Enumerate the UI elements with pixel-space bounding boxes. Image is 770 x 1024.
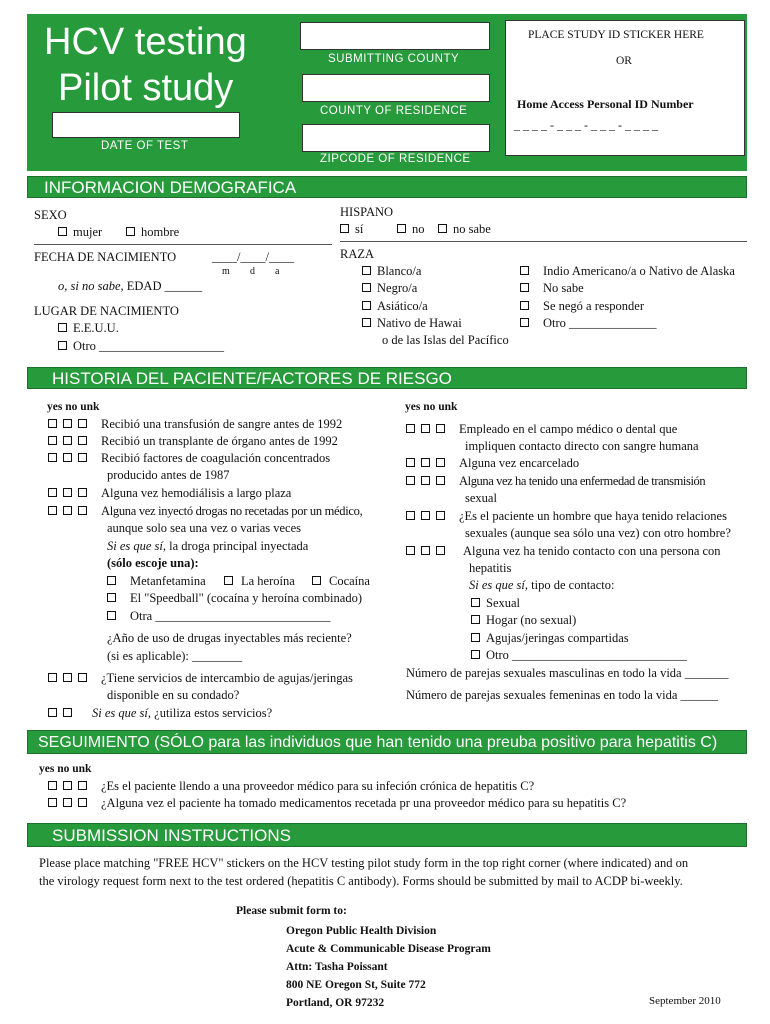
hispano-label: HISPANO	[340, 205, 394, 219]
address-line: Oregon Public Health Division	[286, 925, 437, 937]
checkbox-icon[interactable]	[58, 341, 67, 350]
checkbox-icon[interactable]	[436, 424, 445, 433]
option-label: Hogar (no sexual)	[486, 613, 577, 627]
droga-heroina-option[interactable]	[224, 573, 295, 589]
section-header-historia	[27, 367, 747, 389]
risk-label: ¿Es el paciente un hombre que haya tenido relaciones	[459, 509, 727, 523]
risk-label: Alguna vez ha tenido contacto con una persona con	[463, 544, 721, 558]
please-submit-label: Please submit form to:	[236, 905, 347, 917]
yes-no-unk-header: yes no unk	[47, 401, 100, 413]
risk-row-hsh[interactable]	[406, 508, 727, 524]
risk-label: Empleado en el campo médico o dental que	[459, 422, 678, 436]
section-header-submission	[27, 823, 747, 847]
risk-label-continued: sexuales (aunque sea sólo una vez) con otro hombre?	[465, 526, 731, 540]
checkbox-icon[interactable]	[63, 673, 72, 682]
checkbox-icon[interactable]	[48, 798, 57, 807]
checkbox-icon[interactable]	[471, 615, 480, 624]
lugar-eeuu-option[interactable]	[58, 320, 119, 336]
checkbox-icon[interactable]	[406, 546, 415, 555]
raza-option[interactable]	[362, 263, 421, 279]
parejas-femeninas-field[interactable]: Número de parejas sexuales femeninas en todo la vida ______	[406, 688, 719, 702]
home-access-id-blanks[interactable]: _ _ _ _ - _ _ _ - _ _ _ - _ _ _ _	[514, 118, 658, 132]
risk-label: ¿Tiene servicios de intercambio de agujas/jeringas	[101, 671, 353, 685]
checkbox-icon[interactable]	[406, 476, 415, 485]
option-label: no	[412, 222, 425, 236]
checkbox-icon[interactable]	[48, 436, 57, 445]
prompt-text: la droga principal inyectada	[169, 539, 309, 553]
edad-prefix: o, si no sabe,	[58, 279, 124, 293]
checkbox-icon[interactable]	[107, 593, 116, 602]
section-header-demografica	[27, 176, 747, 198]
date-of-test-label: DATE OF TEST	[101, 140, 189, 152]
question-label: ¿Es el paciente llendo a una proveedor médico para su infeción crónica de hepatitis C?	[101, 779, 535, 793]
fecha-nacimiento-label: FECHA DE NACIMIENTO	[34, 250, 177, 264]
risk-row-transplante[interactable]	[48, 433, 338, 449]
raza-option[interactable]	[362, 298, 428, 314]
conditional-prefix: Si es que sí,	[469, 578, 529, 592]
divider	[34, 244, 332, 245]
hispano-no-option[interactable]	[397, 221, 425, 237]
checkbox-icon[interactable]	[406, 511, 415, 520]
tipo-contacto-option[interactable]	[471, 647, 687, 663]
submitting-county-field[interactable]	[300, 22, 490, 50]
checkbox-icon[interactable]	[436, 511, 445, 520]
solo-escoje-una: (sólo escoje una):	[107, 556, 199, 570]
droga-principal-prompt	[107, 538, 308, 554]
option-label: Metanfetamina	[130, 574, 206, 588]
checkbox-icon[interactable]	[63, 798, 72, 807]
date-of-test-field[interactable]	[52, 112, 240, 138]
raza-label: RAZA	[340, 247, 375, 261]
option-label: No sabe	[543, 281, 584, 295]
risk-row-empleado[interactable]	[406, 421, 677, 437]
lugar-otro-option[interactable]	[58, 338, 224, 354]
option-label: Otro ____________________	[73, 339, 225, 353]
checkbox-icon[interactable]	[107, 611, 116, 620]
checkbox-icon[interactable]	[438, 224, 447, 233]
fecha-nacimiento-field[interactable]: ____/____/____	[212, 250, 294, 264]
checkbox-icon[interactable]	[58, 227, 67, 236]
day-hint: d	[250, 266, 255, 277]
divider	[340, 241, 747, 242]
submission-paragraph-line2: the virology request form next to the test ordered (hepatitis C antibody). Forms should be submitted by mail to ACDP bi-weekly.	[39, 874, 683, 888]
option-label: Asiático/a	[377, 299, 428, 313]
risk-row-coagulacion[interactable]	[48, 450, 330, 466]
home-access-label: Home Access Personal ID Number	[517, 97, 694, 111]
raza-option[interactable]	[520, 315, 657, 331]
risk-label-continued: hepatitis	[469, 561, 512, 575]
droga-metanfetamina-option[interactable]	[107, 573, 206, 589]
form-date: September 2010	[649, 995, 721, 1007]
checkbox-icon[interactable]	[48, 419, 57, 428]
checkbox-icon[interactable]	[78, 798, 87, 807]
checkbox-icon[interactable]	[406, 458, 415, 467]
checkbox-icon[interactable]	[63, 506, 72, 515]
lugar-nacimiento-label: LUGAR DE NACIMIENTO	[34, 304, 179, 318]
option-label: Blanco/a	[377, 264, 422, 278]
checkbox-icon[interactable]	[48, 453, 57, 462]
risk-row-hemodialisis[interactable]	[48, 485, 291, 501]
checkbox-icon[interactable]	[48, 781, 57, 790]
droga-speedball-option[interactable]	[107, 590, 362, 606]
edad-row[interactable]	[58, 278, 202, 294]
month-hint: m	[222, 266, 230, 277]
prompt-text: tipo de contacto:	[531, 578, 615, 592]
option-label: Indio Americano/a o Nativo de Alaska	[543, 264, 735, 278]
address-line: Attn: Tasha Poissant	[286, 961, 388, 973]
risk-label: Alguna vez hemodiálisis a largo plaza	[101, 486, 292, 500]
option-label: Sexual	[486, 596, 521, 610]
section-title: SUBMISSION INSTRUCTIONS	[52, 826, 291, 845]
conditional-prefix: Si es que sí,	[107, 539, 167, 553]
address-line: 800 NE Oregon St, Suite 772	[286, 979, 426, 991]
checkbox-icon[interactable]	[63, 453, 72, 462]
checkbox-icon[interactable]	[436, 546, 445, 555]
raza-option[interactable]	[520, 263, 735, 279]
option-label: Nativo de Hawai	[377, 316, 462, 330]
option-label: Se negó a responder	[543, 299, 645, 313]
risk-label: Recibió factores de coagulación concentrados	[101, 451, 331, 465]
checkbox-icon[interactable]	[48, 673, 57, 682]
checkbox-icon[interactable]	[520, 318, 529, 327]
submission-paragraph-line1: Please place matching "FREE HCV" stickers on the HCV testing pilot study form in the top right corner (where indicated) and on	[39, 856, 689, 870]
checkbox-icon[interactable]	[312, 576, 321, 585]
checkbox-icon[interactable]	[126, 227, 135, 236]
checkbox-icon[interactable]	[340, 224, 349, 233]
checkbox-icon[interactable]	[63, 708, 72, 717]
sexo-mujer-option[interactable]	[58, 224, 102, 240]
tipo-contacto-option[interactable]	[471, 595, 520, 611]
checkbox-icon[interactable]	[63, 781, 72, 790]
option-label: hombre	[141, 225, 180, 239]
option-label: no sabe	[453, 222, 491, 236]
option-label: Agujas/jeringas compartidas	[486, 631, 629, 645]
droga-otra-option[interactable]	[107, 608, 330, 624]
question-label: ¿Alguna vez el paciente ha tomado medicamentos recetada pr una proveedor médico para su hepatitis C?	[101, 796, 627, 810]
sexo-label: SEXO	[34, 208, 67, 222]
checkbox-icon[interactable]	[63, 488, 72, 497]
checkbox-icon[interactable]	[78, 419, 87, 428]
risk-label: Alguna vez inyectó drogas no recetadas por un médico,	[101, 504, 363, 518]
risk-label: Alguna vez encarcelado	[459, 456, 580, 470]
section-header-seguimiento	[27, 730, 747, 754]
risk-label-continued: disponible en su condado?	[107, 688, 240, 702]
checkbox-icon[interactable]	[471, 633, 480, 642]
checkbox-icon[interactable]	[78, 488, 87, 497]
address-line: Portland, OR 97232	[286, 997, 385, 1009]
checkbox-icon[interactable]	[78, 781, 87, 790]
hispano-si-option[interactable]	[340, 221, 363, 237]
checkbox-icon[interactable]	[63, 436, 72, 445]
checkbox-icon[interactable]	[397, 224, 406, 233]
checkbox-icon[interactable]	[48, 488, 57, 497]
year-hint: a	[275, 266, 280, 277]
ano-uso-field[interactable]: (si es aplicable): ________	[107, 649, 243, 663]
option-label: Negro/a	[377, 281, 418, 295]
option-label: Cocaína	[329, 574, 370, 588]
risk-label: Recibió un transplante de órgano antes de 1992	[101, 434, 338, 448]
checkbox-icon[interactable]	[421, 458, 430, 467]
risk-row-utiliza[interactable]	[48, 705, 272, 721]
checkbox-icon[interactable]	[406, 424, 415, 433]
zipcode-of-residence-field[interactable]	[302, 124, 490, 152]
raza-option-continued: o de las Islas del Pacífico	[382, 333, 509, 347]
study-id-sticker-area[interactable]	[505, 20, 745, 156]
yes-no-unk-header: yes no unk	[405, 401, 458, 413]
risk-label-continued: impliquen contacto directo con sangre humana	[465, 439, 699, 453]
raza-option[interactable]	[520, 298, 644, 314]
checkbox-icon[interactable]	[48, 506, 57, 515]
checkbox-icon[interactable]	[421, 511, 430, 520]
option-label: Otra ____________________________	[130, 609, 331, 623]
raza-option[interactable]	[362, 280, 417, 296]
risk-label-continued: aunque solo sea una vez o varias veces	[107, 521, 302, 535]
checkbox-icon[interactable]	[63, 419, 72, 428]
risk-label-continued: producido antes de 1987	[107, 468, 230, 482]
checkbox-icon[interactable]	[362, 283, 371, 292]
form-title-line2: Pilot study	[58, 67, 234, 109]
checkbox-icon[interactable]	[78, 673, 87, 682]
section-title: INFORMACION DEMOGRAFICA	[44, 178, 297, 197]
checkbox-icon[interactable]	[520, 283, 529, 292]
option-label: El "Speedball" (cocaína y heroína combinado)	[130, 591, 362, 605]
checkbox-icon[interactable]	[362, 318, 371, 327]
checkbox-icon[interactable]	[107, 576, 116, 585]
section-title: HISTORIA DEL PACIENTE/FACTORES DE RIESGO	[52, 369, 452, 388]
ano-uso-prompt: ¿Año de uso de drugas inyectables más reciente?	[107, 631, 352, 645]
droga-cocaina-option[interactable]	[312, 573, 370, 589]
risk-label-continued: sexual	[465, 491, 497, 505]
checkbox-icon[interactable]	[520, 266, 529, 275]
option-label: sí	[355, 222, 364, 236]
risk-label: Alguna vez ha tenido una enfermedad de transmisión	[459, 474, 706, 488]
yes-no-unk-header: yes no unk	[39, 763, 92, 775]
checkbox-icon[interactable]	[520, 301, 529, 310]
followup-row-medicamentos[interactable]	[48, 795, 626, 811]
risk-row-intercambio[interactable]	[48, 670, 353, 686]
checkbox-icon[interactable]	[58, 323, 67, 332]
sticker-instruction: PLACE STUDY ID STICKER HERE	[528, 29, 704, 41]
raza-option[interactable]	[362, 315, 462, 331]
risk-row-encarcelado[interactable]	[406, 455, 579, 471]
form-title-line1: HCV testing	[44, 21, 247, 63]
checkbox-icon[interactable]	[78, 506, 87, 515]
edad-field[interactable]: EDAD ______	[126, 279, 203, 293]
risk-label: Recibió una transfusión de sangre antes de 1992	[101, 417, 343, 431]
checkbox-icon[interactable]	[421, 546, 430, 555]
parejas-masculinas-field[interactable]: Número de parejas sexuales masculinas en todo la vida _______	[406, 666, 729, 680]
checkbox-icon[interactable]	[362, 301, 371, 310]
sexo-hombre-option[interactable]	[126, 224, 179, 240]
conditional-prefix: Si es que sí,	[92, 706, 152, 720]
risk-row-transfusion[interactable]	[48, 416, 342, 432]
tipo-contacto-prompt	[469, 577, 614, 593]
county-of-residence-field[interactable]	[302, 74, 490, 102]
checkbox-icon[interactable]	[436, 458, 445, 467]
address-line: Acute & Communicable Disease Program	[286, 943, 491, 955]
option-label: mujer	[73, 225, 103, 239]
zipcode-of-residence-label: ZIPCODE OF RESIDENCE	[320, 153, 471, 165]
checkbox-icon[interactable]	[224, 576, 233, 585]
risk-row-ets[interactable]	[406, 473, 705, 489]
checkbox-icon[interactable]	[421, 476, 430, 485]
option-label: La heroína	[241, 574, 295, 588]
county-of-residence-label: COUNTY OF RESIDENCE	[320, 105, 468, 117]
raza-option[interactable]	[520, 280, 584, 296]
sticker-or: OR	[616, 55, 632, 67]
checkbox-icon[interactable]	[471, 598, 480, 607]
section-title: SEGUIMIENTO (SÓLO para las individuos que han tenido una preuba positivo para hepatitis C)	[38, 734, 718, 751]
checkbox-icon[interactable]	[421, 424, 430, 433]
checkbox-icon[interactable]	[48, 708, 57, 717]
checkbox-icon[interactable]	[78, 436, 87, 445]
tipo-contacto-option[interactable]	[471, 630, 629, 646]
risk-label: ¿utiliza estos servicios?	[154, 706, 273, 720]
checkbox-icon[interactable]	[436, 476, 445, 485]
hispano-no-sabe-option[interactable]	[438, 221, 491, 237]
risk-row-inyecto[interactable]	[48, 503, 362, 519]
option-label: Otro ____________________________	[486, 648, 688, 662]
checkbox-icon[interactable]	[362, 266, 371, 275]
checkbox-icon[interactable]	[471, 650, 480, 659]
tipo-contacto-option[interactable]	[471, 612, 576, 628]
checkbox-icon[interactable]	[78, 453, 87, 462]
followup-row-proveedor[interactable]	[48, 778, 534, 794]
option-label: E.E.U.U.	[73, 321, 119, 335]
risk-row-contacto[interactable]	[406, 543, 721, 559]
submitting-county-label: SUBMITTING COUNTY	[328, 53, 460, 65]
option-label: Otro ______________	[543, 316, 657, 330]
